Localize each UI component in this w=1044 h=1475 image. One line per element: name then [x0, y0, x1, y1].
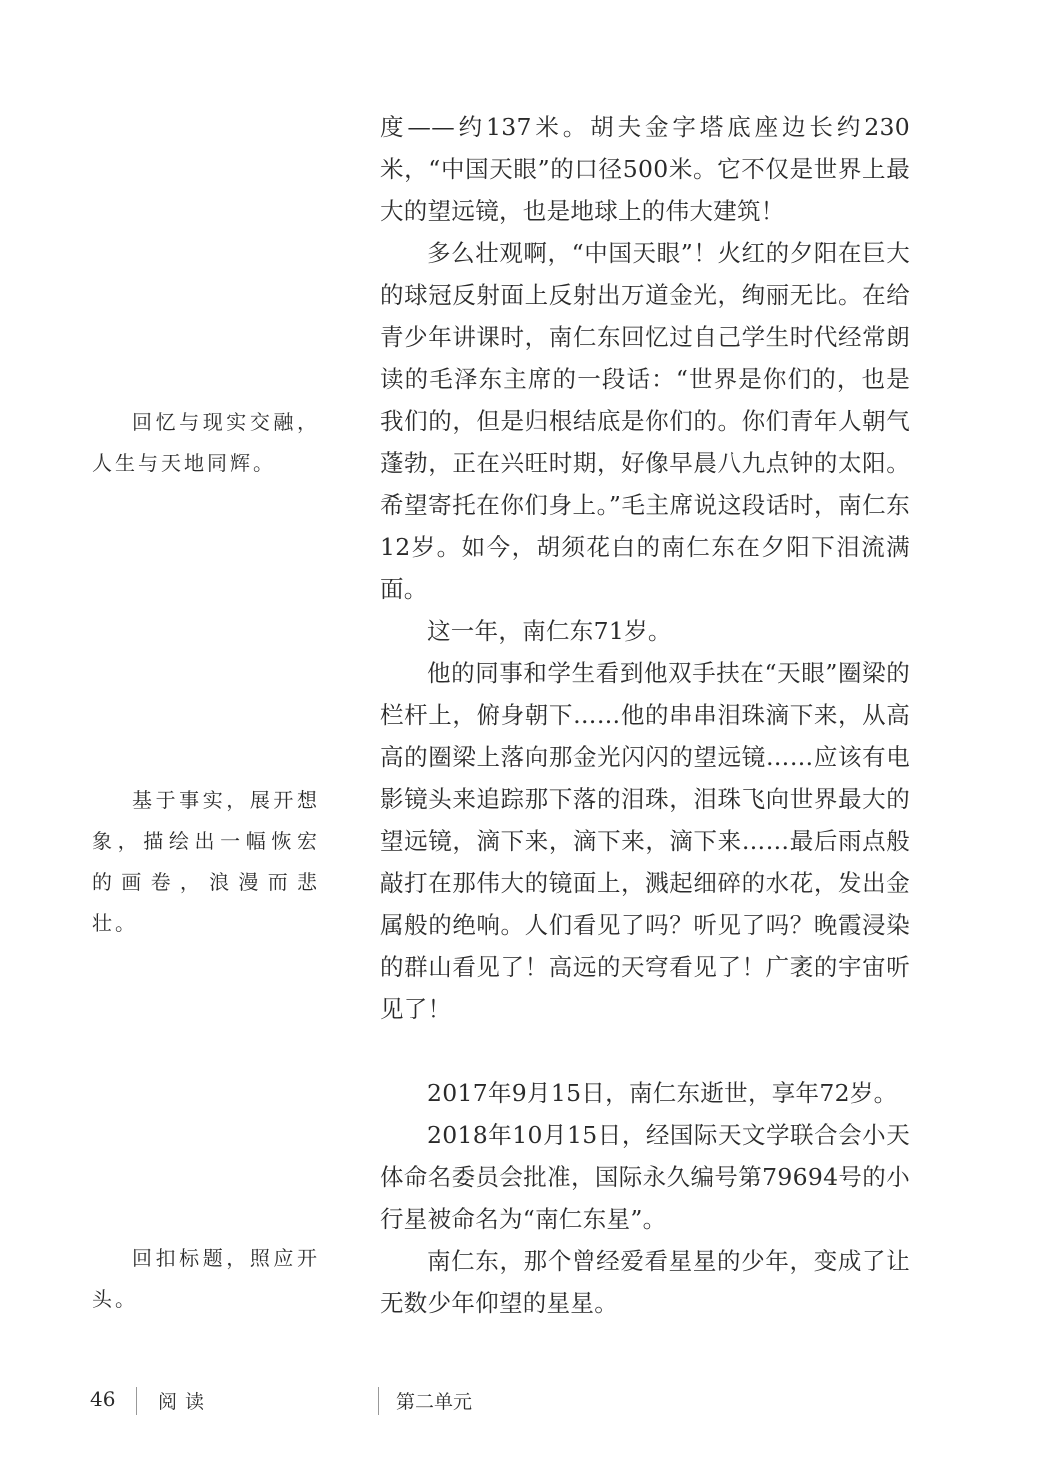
footer-divider	[136, 1387, 137, 1415]
section-label: 阅读	[158, 1391, 213, 1413]
margin-note: 回扣标题，照应开头。	[92, 1246, 320, 1311]
margin-note: 回忆与现实交融，人生与天地同辉。	[92, 410, 320, 475]
unit-label: 第二单元	[396, 1391, 473, 1413]
paragraph: 他的同事和学生看到他双手扶在“天眼”圈梁的栏杆上，俯身朝下……他的串串泪珠滴下来，从高高的圈梁上落向那金光闪闪的望远镜……应该有电影镜头来追踪那下落的泪珠，泪珠飞向世界最大的望远镜，滴下来，滴下来，滴下来……最后雨点般敲打在那伟大的镜面上，溅起细碎的水花，发出金属般的绝响。人们看见了吗？听见了吗？晚霞浸染的群山看见了！高远的天穹看见了！广袤的宇宙听见了！	[380, 659, 910, 1023]
paragraph: 多么壮观啊，“中国天眼”！火红的夕阳在巨大的球冠反射面上反射出万道金光，绚丽无比。在给青少年讲课时，南仁东回忆过自己学生时代经常朗读的毛泽东主席的一段话：“世界是你们的，也是我们的，但是归根结底是你们的。你们青年人朝气蓬勃，正在兴旺时期，好像早晨八九点钟的太阳。希望寄托在你们身上。”毛主席说这段话时，南仁东12岁。如今，胡须花白的南仁东在夕阳下泪流满面。	[380, 239, 910, 603]
footer-divider	[378, 1387, 379, 1415]
paragraph: 2018年10月15日，经国际天文学联合会小天体命名委员会批准，国际永久编号第79694号的小行星被命名为“南仁东星”。	[380, 1121, 910, 1233]
paragraph: 度——约137米。胡夫金字塔底座边长约230米，“中国天眼”的口径500米。它不仅是世界上最大的望远镜，也是地球上的伟大建筑！	[380, 113, 910, 225]
paragraph: 2017年9月15日，南仁东逝世，享年72岁。	[427, 1079, 898, 1107]
paragraph: 南仁东，那个曾经爱看星星的少年，变成了让无数少年仰望的星星。	[380, 1247, 910, 1317]
page-number: 46	[90, 1387, 116, 1411]
main-text	[380, 106, 910, 1324]
page-footer	[0, 1385, 1044, 1425]
margin-note: 基于事实，展开想象，描绘出一幅恢宏的画卷，浪漫而悲壮。	[92, 788, 320, 935]
paragraph: 这一年，南仁东71岁。	[427, 617, 672, 645]
